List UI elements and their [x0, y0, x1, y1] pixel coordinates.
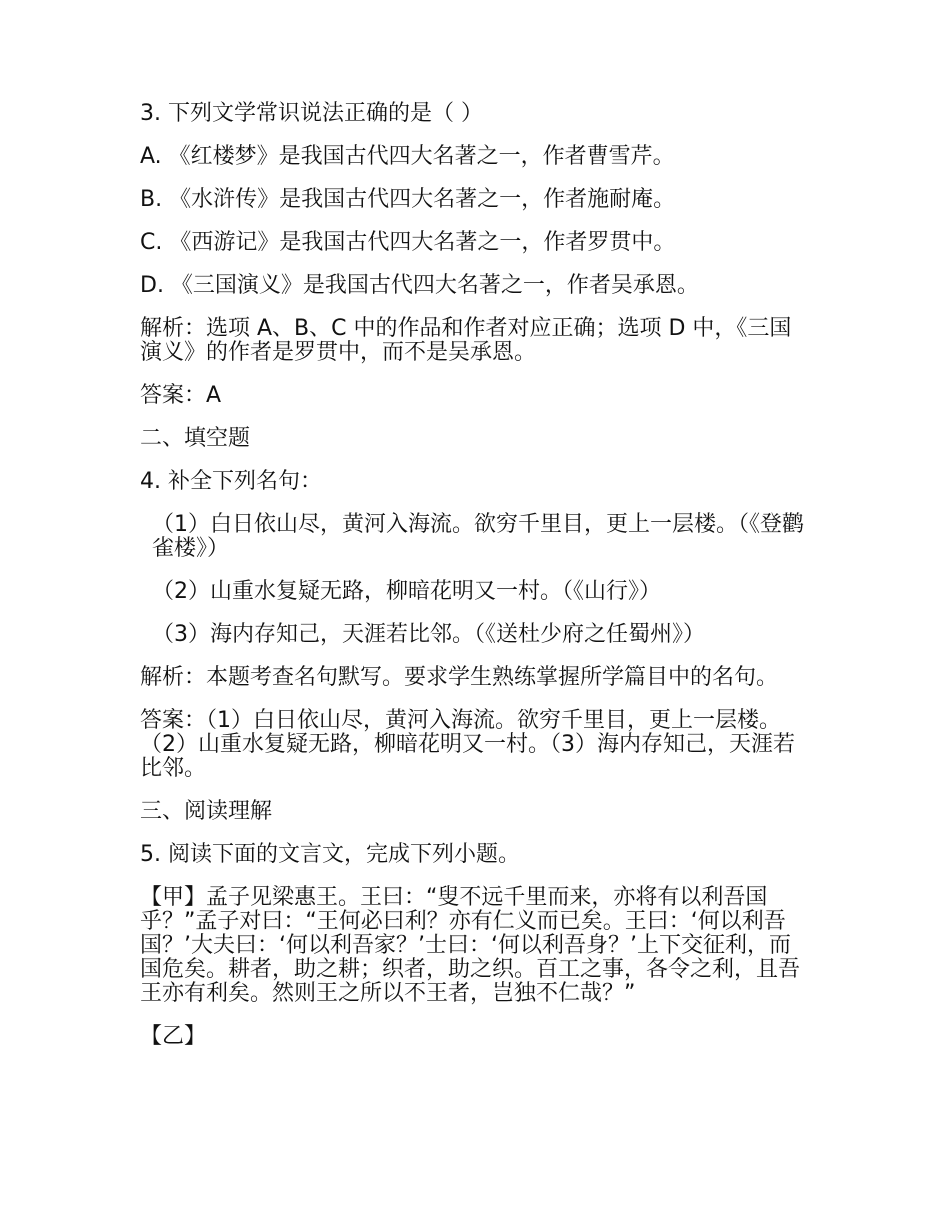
question-4-analysis: 解析：本题考查名句默写。要求学生熟练掌握所学篇目中的名句。 — [140, 665, 779, 690]
question-3-option-d: D. 《三国演义》是我国古代四大名著之一，作者吴承恩。 — [140, 273, 699, 298]
question-5-stem: 5. 阅读下面的文言文，完成下列小题。 — [140, 842, 520, 867]
section-3-heading: 三、阅读理解 — [140, 799, 273, 824]
question-4-item-1: （1）白日依山尽，黄河入海流。欲穷千里目，更上一层楼。（《登鹳雀楼》） — [152, 512, 804, 561]
passage-jia: 【甲】孟子见梁惠王。王曰：“叟不远千里而来，亦将有以利吾国乎？”孟子对曰：“王何必曰利？亦有仁义而已矣。王曰：‘何以利吾国？’大夫曰：‘何以利吾家？’士曰：‘何以利吾身？’上下交征利，而国危矣。耕者，助之耕；织者，助之织。百工之事，各令之利，且吾王亦有利矣。然则王之所以不王者，岂独不仁哉？” — [140, 885, 801, 1006]
section-2-heading: 二、填空题 — [140, 426, 251, 451]
question-4-answer: 答案：（1）白日依山尽，黄河入海流。欲穷千里目，更上一层楼。（2）山重水复疑无路，柳暗花明又一村。（3）海内存知己，天涯若比邻。 — [140, 708, 795, 781]
question-4-item-3: （3）海内存知己，天涯若比邻。（《送杜少府之任蜀州》） — [152, 622, 705, 647]
question-3-option-b: B. 《水浒传》是我国古代四大名著之一，作者施耐庵。 — [140, 187, 676, 212]
passage-yi-label: 【乙】 — [140, 1024, 207, 1049]
question-3-answer: 答案：A — [140, 383, 222, 408]
question-3-option-a: A. 《红楼梦》是我国古代四大名著之一，作者曹雪芹。 — [140, 144, 675, 169]
question-3-analysis: 解析：选项 A、B、C 中的作品和作者对应正确；选项 D 中，《三国演义》的作者是罗贯中，而不是吴承恩。 — [140, 316, 792, 365]
document-page — [140, 102, 812, 1049]
question-3-option-c: C. 《西游记》是我国古代四大名著之一，作者罗贯中。 — [140, 230, 676, 255]
question-4-item-2: （2）山重水复疑无路，柳暗花明又一村。（《山行》） — [152, 579, 661, 604]
question-3-stem: 3. 下列文学常识说法正确的是（ ） — [140, 101, 483, 126]
question-4-stem: 4. 补全下列名句： — [140, 469, 322, 494]
